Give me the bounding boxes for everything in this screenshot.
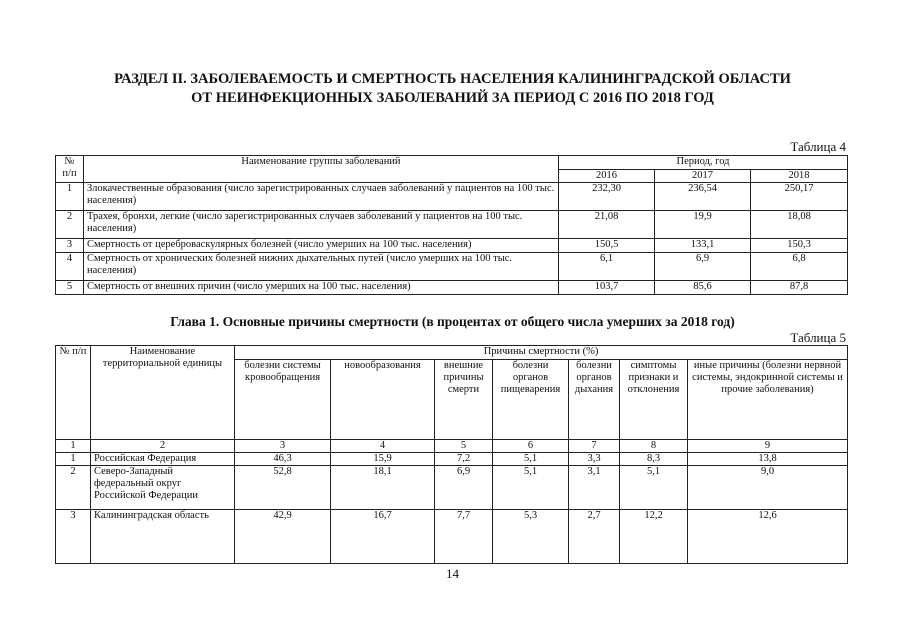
value-2016: 232,30 — [559, 183, 655, 211]
value-2017: 6,9 — [655, 253, 751, 281]
disease-group-name: Трахея, бронхи, легкие (число зарегистрированных случаев заболеваний у пациентов на 100 тыс. населения) — [84, 211, 559, 239]
cause-value: 13,8 — [688, 453, 848, 466]
table-row — [56, 239, 848, 253]
table5-header-no: № п/п — [56, 346, 91, 440]
page-title-line-1: РАЗДЕЛ II. ЗАБОЛЕВАЕМОСТЬ И СМЕРТНОСТЬ НАСЕЛЕНИЯ КАЛИНИНГРАДСКОЙ ОБЛАСТИ — [114, 71, 791, 87]
table-row — [56, 466, 848, 510]
table4-header-year: 2018 — [751, 170, 848, 183]
disease-group-name: Злокачественные образования (число зарегистрированных случаев заболеваний у пациентов на 100 тыс. населения) — [84, 183, 559, 211]
table-row — [56, 510, 848, 564]
row-number: 1 — [56, 183, 84, 211]
cause-value: 42,9 — [235, 510, 331, 564]
cause-value: 5,1 — [493, 466, 569, 510]
cause-value: 8,3 — [620, 453, 688, 466]
value-2017: 85,6 — [655, 281, 751, 295]
column-number: 6 — [493, 440, 569, 453]
table5 — [55, 345, 848, 564]
cause-value: 7,2 — [435, 453, 493, 466]
value-2018: 150,3 — [751, 239, 848, 253]
cause-value: 15,9 — [331, 453, 435, 466]
page-title — [40, 70, 865, 108]
cause-value: 6,9 — [435, 466, 493, 510]
table-row — [56, 211, 848, 239]
cause-header: симптомы признаки и отклонения — [620, 360, 688, 440]
table4-header-period: Период, год — [559, 156, 848, 170]
cause-header: болезни системы кровообращения — [235, 360, 331, 440]
disease-group-name: Смертность от хронических болезней нижних дыхательных путей (число умерших на 100 тыс. населения) — [84, 253, 559, 281]
cause-header: новообразования — [331, 360, 435, 440]
cause-header: болезни органов пищеварения — [493, 360, 569, 440]
territory-name: Северо-Западный федеральный округ Российской Федерации — [91, 466, 235, 510]
table5-caption: Таблица 5 — [790, 330, 846, 345]
disease-group-name: Смертность от внешних причин (число умерших на 100 тыс. населения) — [84, 281, 559, 295]
cause-value: 3,3 — [569, 453, 620, 466]
value-2018: 6,8 — [751, 253, 848, 281]
table-row — [56, 281, 848, 295]
cause-value: 2,7 — [569, 510, 620, 564]
table-row — [56, 253, 848, 281]
cause-value: 12,6 — [688, 510, 848, 564]
table5-header-territory: Наименование территориальной единицы — [91, 346, 235, 440]
table4-header-name: Наименование группы заболеваний — [84, 156, 559, 183]
row-number: 2 — [56, 466, 91, 510]
cause-value: 52,8 — [235, 466, 331, 510]
value-2017: 236,54 — [655, 183, 751, 211]
table-row — [56, 183, 848, 211]
table4-caption: Таблица 4 — [790, 139, 846, 154]
cause-value: 16,7 — [331, 510, 435, 564]
value-2018: 87,8 — [751, 281, 848, 295]
row-number: 3 — [56, 239, 84, 253]
section-heading: Глава 1. Основные причины смертности (в процентах от общего числа умерших за 2018 год) — [170, 314, 735, 329]
table4-header-no: № п/п — [56, 156, 84, 183]
value-2018: 250,17 — [751, 183, 848, 211]
cause-value: 46,3 — [235, 453, 331, 466]
cause-value: 18,1 — [331, 466, 435, 510]
value-2016: 103,7 — [559, 281, 655, 295]
value-2016: 150,5 — [559, 239, 655, 253]
value-2017: 133,1 — [655, 239, 751, 253]
cause-value: 9,0 — [688, 466, 848, 510]
cause-value: 5,1 — [620, 466, 688, 510]
column-number: 9 — [688, 440, 848, 453]
territory-name: Калининградская область — [91, 510, 235, 564]
cause-value: 7,7 — [435, 510, 493, 564]
territory-name: Российская Федерация — [91, 453, 235, 466]
column-number: 7 — [569, 440, 620, 453]
value-2017: 19,9 — [655, 211, 751, 239]
table4-header-year: 2016 — [559, 170, 655, 183]
value-2016: 6,1 — [559, 253, 655, 281]
column-number: 1 — [56, 440, 91, 453]
table-row — [56, 453, 848, 466]
cause-header: иные причины (болезни нервной системы, эндокринной системы и прочие заболевания) — [688, 360, 848, 440]
table4-header-year: 2017 — [655, 170, 751, 183]
table5-header-causes: Причины смертности (%) — [235, 346, 848, 360]
page-title-line-2: ОТ НЕИНФЕКЦИОННЫХ ЗАБОЛЕВАНИЙ ЗА ПЕРИОД С 2016 ПО 2018 ГОД — [191, 90, 714, 106]
row-number: 2 — [56, 211, 84, 239]
cause-header: болезни органов дыхания — [569, 360, 620, 440]
column-number: 2 — [91, 440, 235, 453]
cause-value: 3,1 — [569, 466, 620, 510]
page-number: 14 — [446, 566, 459, 581]
column-number: 8 — [620, 440, 688, 453]
value-2018: 18,08 — [751, 211, 848, 239]
row-number: 1 — [56, 453, 91, 466]
cause-value: 12,2 — [620, 510, 688, 564]
column-number: 3 — [235, 440, 331, 453]
row-number: 3 — [56, 510, 91, 564]
value-2016: 21,08 — [559, 211, 655, 239]
cause-header: внешние причины смерти — [435, 360, 493, 440]
disease-group-name: Смертность от цереброваскулярных болезней (число умерших на 100 тыс. населения) — [84, 239, 559, 253]
row-number: 4 — [56, 253, 84, 281]
cause-value: 5,1 — [493, 453, 569, 466]
column-number: 4 — [331, 440, 435, 453]
cause-value: 5,3 — [493, 510, 569, 564]
row-number: 5 — [56, 281, 84, 295]
column-number: 5 — [435, 440, 493, 453]
table4 — [55, 155, 848, 295]
